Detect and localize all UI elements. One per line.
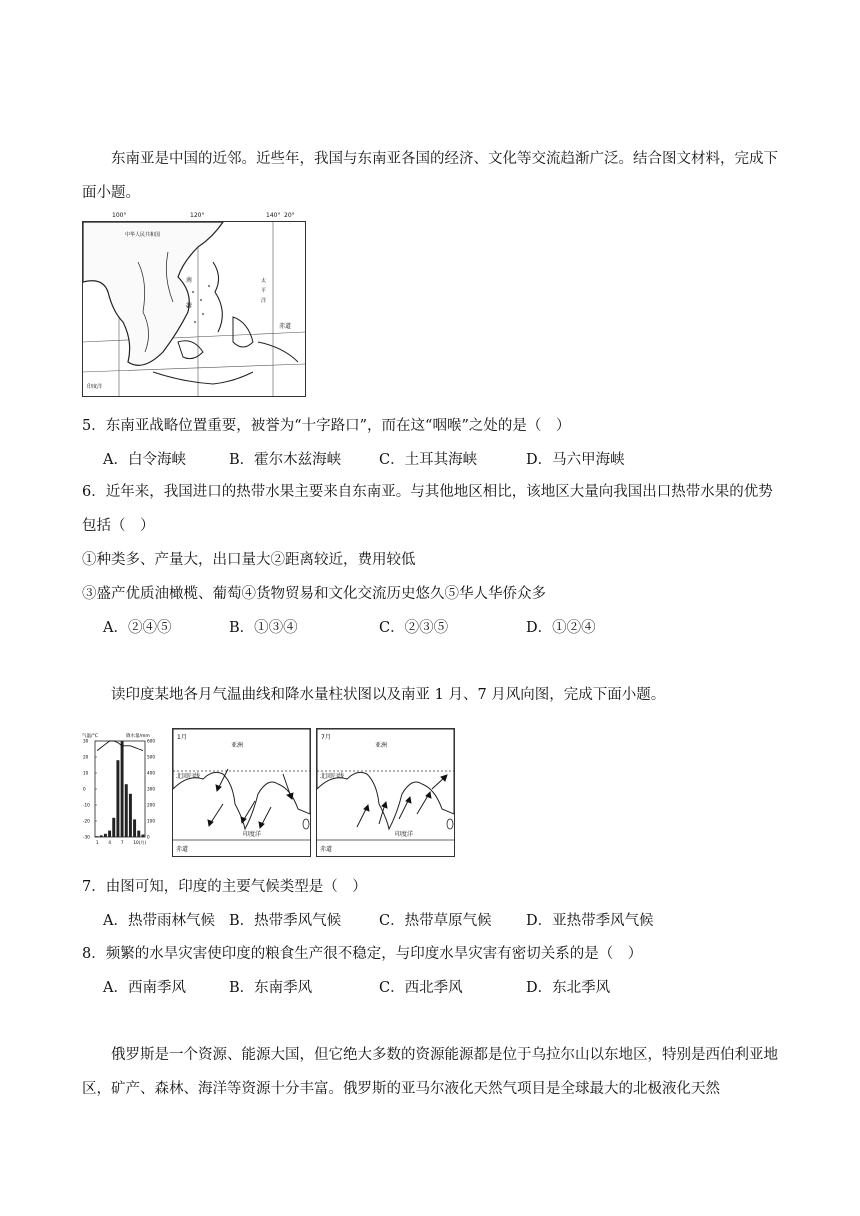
question-6-stem: 6．近年来，我国进口的热带水果主要来自东南亚。与其他地区相比，该地区大量向我国出口热带水果的优势包括（ ）	[82, 484, 773, 534]
jan-month-label: 1月	[177, 734, 187, 741]
jan-ocean-label: 印度洋	[243, 831, 262, 838]
precip-bar	[137, 831, 140, 837]
map-label-sea-1: 南	[186, 277, 193, 284]
precip-bar	[125, 784, 128, 837]
precip-bar	[129, 794, 132, 837]
q5-option-c[interactable]: C．土耳其海峡	[379, 452, 478, 468]
temp-tick-label: 20	[83, 754, 89, 760]
jul-tropic-label: 北回归线	[320, 773, 345, 780]
question-5-stem: 5．东南亚战略位置重要，被誉为“十字路口”，而在这“咽喉”之处的是（ ）	[82, 418, 571, 434]
map-label-indian-ocean: 印度洋	[87, 384, 103, 390]
intro-paragraph-3: 俄罗斯是一个资源、能源大国，但它绝大多数的资源能源都是位于乌拉尔山以东地区，特别是西伯利亚地区，矿产、森林、海洋等资源十分丰富。俄罗斯的亚马尔液化天然气项目是全球最大的北极液化天然	[82, 1047, 778, 1097]
question-6-line-2: ③盛产优质油橄榄、葡萄④货物贸易和文化交流历史悠久⑤华人华侨众多	[82, 586, 546, 602]
question-5-options	[103, 448, 783, 472]
lon-top-100: 100°	[112, 212, 127, 219]
temp-tick-label: 10	[83, 770, 89, 776]
jul-asia-label: 亚洲	[375, 742, 388, 749]
lon-top-120: 120°	[190, 212, 205, 219]
jan-tropic-label: 北回归线	[176, 773, 201, 780]
question-6-line-1: ①种类多、产量大，出口量大②距离较近，费用较低	[82, 552, 416, 568]
temp-axis-label: 气温/°C	[82, 734, 98, 739]
map-label-equator: 赤道	[279, 323, 292, 330]
q8-option-c[interactable]: C．西北季风	[379, 980, 463, 996]
precip-bar	[104, 834, 107, 837]
precip-tick-label: 600	[147, 738, 155, 744]
q6-option-a[interactable]: A．②④⑤	[103, 620, 172, 636]
q6-option-c[interactable]: C．②③⑤	[379, 620, 449, 636]
temp-tick-label: -30	[83, 834, 90, 840]
lon-top-140: 140°	[266, 212, 281, 219]
q8-option-a[interactable]: A．西南季风	[103, 980, 186, 996]
precip-bar	[96, 836, 99, 837]
month-tick-label: 7	[120, 840, 124, 845]
intro-paragraph-1: 东南亚是中国的近邻。近些年，我国与东南亚各国的经济、文化等交流趋渐广泛。结合图文材料，完成下面小题。	[82, 151, 778, 201]
question-8-stem: 8．频繁的水旱灾害使印度的粮食生产很不稳定，与印度水旱灾害有密切关系的是（ ）	[82, 946, 643, 962]
jan-equator-label: 赤道	[176, 846, 189, 853]
precip-bar	[112, 818, 115, 837]
precip-tick-label: 400	[147, 770, 155, 776]
mainland-coast	[83, 222, 223, 365]
month-tick-label: 10(月)	[133, 840, 147, 845]
q6-option-b[interactable]: B．①③④	[229, 620, 298, 636]
q6-option-d[interactable]: D．①②④	[526, 620, 596, 636]
precip-bar	[121, 741, 124, 837]
q7-option-a[interactable]: A．热带雨林气候	[103, 913, 215, 929]
month-tick-label: 4	[108, 840, 112, 845]
precip-tick-label: 500	[147, 754, 155, 760]
map-label-sea-2: 海	[186, 302, 193, 309]
precip-tick-label: 0	[147, 834, 150, 840]
q5-option-d[interactable]: D．马六甲海峡	[526, 452, 625, 468]
map-label-pacific-2: 平	[261, 288, 267, 294]
q7-option-c[interactable]: C．热带草原气候	[379, 913, 492, 929]
precip-bar	[100, 835, 103, 837]
temp-tick-label: 0	[83, 786, 86, 792]
precip-bar	[133, 819, 136, 837]
temp-tick-label: 30	[83, 738, 89, 744]
map-label-china: 中华人民共和国	[125, 232, 161, 238]
map-label-pacific-1: 太	[261, 278, 267, 284]
question-7-options	[103, 909, 783, 933]
map-top-labels	[82, 212, 304, 222]
lat-top-20: 20°	[284, 212, 295, 219]
q5-option-b[interactable]: B．霍尔木兹海峡	[229, 452, 342, 468]
question-6-options	[103, 616, 783, 640]
jul-ocean-label: 印度洋	[395, 831, 414, 838]
temperature-line	[97, 741, 143, 751]
precip-bar	[141, 835, 144, 837]
precip-tick-label: 300	[147, 786, 155, 792]
q8-option-b[interactable]: B．东南季风	[229, 980, 313, 996]
precip-tick-label: 200	[147, 802, 155, 808]
question-8-options	[103, 976, 783, 1000]
january-wind-map	[172, 728, 311, 857]
july-wind-map	[316, 728, 455, 857]
temp-tick-label: -10	[83, 802, 90, 808]
precip-bar	[116, 760, 119, 837]
precip-bar	[108, 831, 111, 837]
q8-option-d[interactable]: D．东北季风	[526, 980, 611, 996]
precip-tick-label: 100	[147, 818, 155, 824]
southeast-asia-map	[82, 221, 306, 397]
precip-axis-label: 降水量/mm	[126, 734, 150, 739]
jul-month-label: 7月	[321, 734, 331, 741]
temp-tick-label: -20	[83, 818, 90, 824]
q7-option-b[interactable]: B．热带季风气候	[229, 913, 342, 929]
map-label-pacific-3: 洋	[261, 298, 267, 304]
climate-chart	[82, 729, 160, 845]
intro-paragraph-2: 读印度某地各月气温曲线和降水量柱状图以及南亚 1 月、7 月风向图，完成下面小题。	[111, 687, 666, 703]
q5-option-a[interactable]: A．白令海峡	[103, 452, 186, 468]
q7-option-d[interactable]: D．亚热带季风气候	[526, 913, 654, 929]
question-7-stem: 7．由图可知，印度的主要气候类型是（ ）	[82, 879, 367, 895]
jul-equator-label: 赤道	[320, 846, 333, 853]
jan-asia-label: 亚洲	[231, 742, 244, 749]
month-tick-label: 1	[95, 840, 99, 845]
